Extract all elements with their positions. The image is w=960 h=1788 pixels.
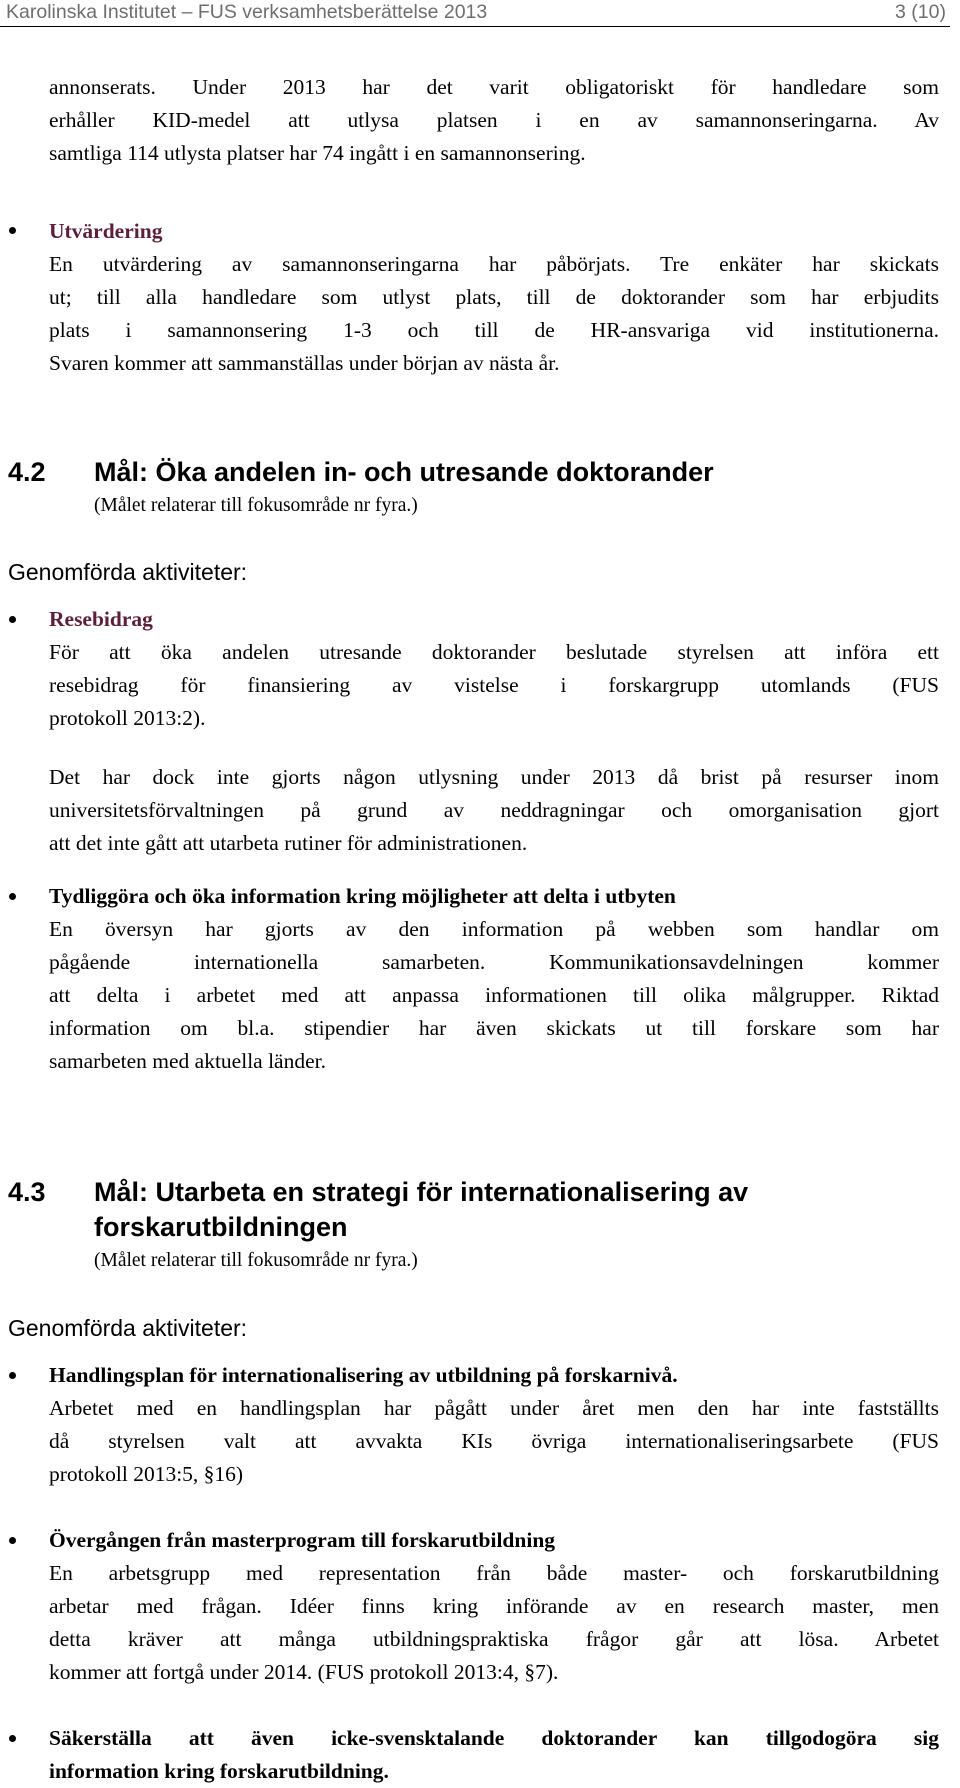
sakerstalla-item: Säkerställa att även icke-svensktalande doktorander kan tillgodogöra sig information kring forskarutbildning. (49, 1722, 939, 1788)
utvardering-heading: Utvärdering (49, 219, 163, 243)
section-4-3-heading: 4.3 Mål: Utarbeta en strategi för internationalisering av forskarutbildningen (8, 1177, 749, 1242)
resebidrag-heading: Resebidrag (49, 607, 153, 631)
tydliggora-heading: Tydliggöra och öka information kring möjligheter att delta i utbyten (49, 884, 676, 908)
handlingsplan-heading: Handlingsplan för internationalisering av utbildning på forskarnivå. (49, 1363, 678, 1387)
page-number: 3 (10) (895, 1, 946, 23)
bullet-icon (9, 616, 16, 623)
bullet-icon (9, 1735, 16, 1742)
section-4-2-note: (Målet relaterar till fokusområde nr fyra.) (94, 495, 418, 516)
resebidrag-item: Resebidrag För att öka andelen utresande doktorander beslutade styrelsen att införa ett resebidrag för finansiering av vistelse i forskargrupp utomlands (FUS protokoll 2013:2). (49, 603, 939, 735)
overgangen-heading: Övergången från masterprogram till forskarutbildning (49, 1528, 556, 1552)
activities-label: Genomförda aktiviteter: (8, 1315, 248, 1341)
header-title: Karolinska Institutet – FUS verksamhetsberättelse 2013 (6, 1, 488, 23)
tydliggora-item: Tydliggöra och öka information kring möjligheter att delta i utbyten En översyn har gjorts av den information på webben som handlar om pågående internationella samarbeten. Kommunikationsavdelningen kommer att delta i arbetet med att anpassa informationen till olika målgrupper. Riktad information om bl.a. stipendier har även skickats ut till forskare som har samarbeten med aktuella länder. (49, 880, 939, 1078)
resebidrag-paragraph-2: Det har dock inte gjorts någon utlysning under 2013 då brist på resurser inom universitetsförvaltningen på grund av neddragningar och omorganisation gjort att det inte gått att utarbeta rutiner för administrationen. (49, 765, 939, 855)
bullet-icon (9, 227, 16, 234)
document-page: Karolinska Institutet – FUS verksamhetsberättelse 2013 3 (10) annonserats. Under 2013 har det varit obligatoriskt för handledare som erhåller KID-medel att utlysa platsen i en av samannonseringarna. Av samtliga 114 utlysta platser har 74 ingått i en samannonsering. Utvärdering En utvärdering av samannonseringarna har påbörjats. Tre enkäter har skickats ut; till alla handledare som utlyst plats, till de doktorander som har erbjudits plats i samannonsering 1-3 och till de HR-ansvariga vid institutionerna. Svaren kommer att sammanställas under början av nästa år. 4.2 Mål: Öka andelen in- och utresande doktorander (Målet relaterar till fokusområde nr fyra.) Genomförda aktiviteter: Resebidrag För att öka andelen utresande doktorander beslutade styrelsen att införa ett resebidrag för finansiering av vistelse i forskargrupp utomlands (FUS protokoll 2013:2). Det har dock inte gjorts någon utlysning under 2013 då brist på resurser inom universitetsförvaltningen på grund av neddragningar och omorganisation gjort att det inte gått att utarbeta rutiner för administrationen. Tydliggöra och öka information kring möjligheter att delta i utbyten En översyn har gjorts av den information på webben som handlar om pågående internationella samarbeten. Kommunikationsavdelningen kommer att delta i arbetet med att anpassa informationen till olika målgrupper. Riktad information om bl.a. stipendier har även skickats ut till forskare som har samarbeten med aktuella länder. 4.3 Mål: Utarbeta en strategi för internationalisering av forskarutbildningen (Målet relaterar till fokusområde nr fyra.) Genomförda aktiviteter: Handlingsplan för internationalisering av utbildning på forskarnivå. Arbetet med en handlingsplan har pågått under året men den har inte fastställts då styrelsen valt att avvakta KIs övriga internationaliseringsarbete (FUS protokoll 2013:5, §16) Övergången från masterprogram till forskarutbildning En arbetsgrupp med representation från både master- och forskarutbildning arbetar med frågan. Idéer finns kring införande av en research master, men detta kräver att många utbildningspraktiska frågor går att lösa. Arbetet kommer att fortgå under 2014. (FUS protokoll 2013:4, §7). Säkerställa att även icke-svensktalande doktorander kan tillgodogöra sig information kring forskarutbildning. (0, 0, 960, 1786)
bullet-icon (9, 1537, 16, 1544)
activities-label: Genomförda aktiviteter: (8, 559, 248, 585)
bullet-icon (9, 1372, 16, 1379)
bullet-icon (9, 893, 16, 900)
handlingsplan-item: Handlingsplan för internationalisering av utbildning på forskarnivå. Arbetet med en handlingsplan har pågått under året men den har inte fastställts då styrelsen valt att avvakta KIs övriga internationaliseringsarbete (FUS protokoll 2013:5, §16) (49, 1359, 939, 1491)
sakerstalla-heading: Säkerställa att även icke-svensktalande doktorander kan tillgodogöra sig (49, 1726, 939, 1750)
overgangen-item: Övergången från masterprogram till forskarutbildning En arbetsgrupp med representation från både master- och forskarutbildning arbetar med frågan. Idéer finns kring införande av en research master, men detta kräver att många utbildningspraktiska frågor går att lösa. Arbetet kommer att fortgå under 2014. (FUS protokoll 2013:4, §7). (49, 1524, 939, 1689)
section-4-3-note: (Målet relaterar till fokusområde nr fyra.) (94, 1250, 418, 1271)
page-header (0, 0, 950, 27)
intro-paragraph: annonserats. Under 2013 har det varit obligatoriskt för handledare som erhåller KID-medel att utlysa platsen i en av samannonseringarna. Av samtliga 114 utlysta platser har 74 ingått i en samannonsering. (49, 75, 939, 165)
utvardering-item: Utvärdering En utvärdering av samannonseringarna har påbörjats. Tre enkäter har skickats ut; till alla handledare som utlyst plats, till de doktorander som har erbjudits plats i samannonsering 1-3 och till de HR-ansvariga vid institutionerna. Svaren kommer att sammanställas under början av nästa år. (49, 215, 939, 380)
